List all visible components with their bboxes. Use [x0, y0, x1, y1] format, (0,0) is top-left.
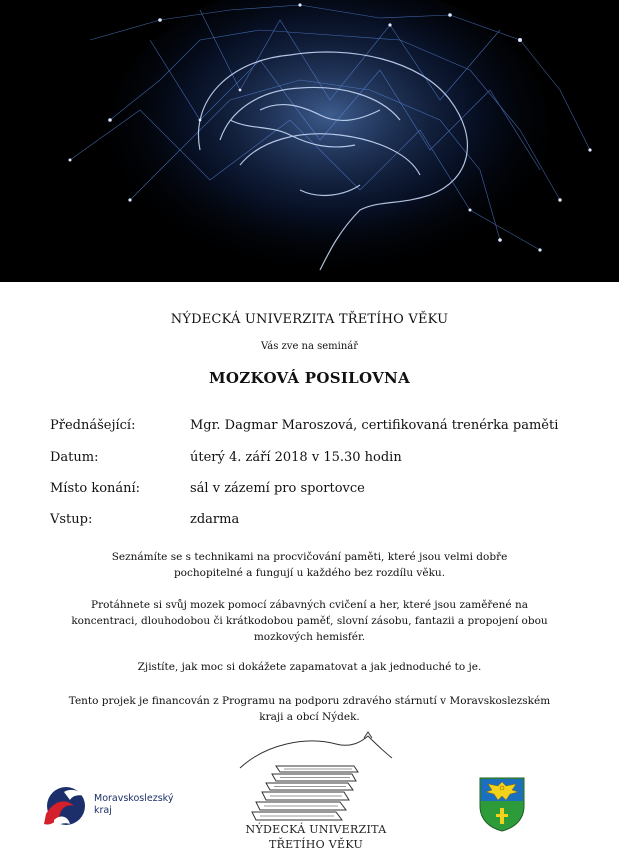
- detail-value: zdarma: [190, 512, 240, 527]
- detail-value: Mgr. Dagmar Maroszová, certifikovaná trenérka paměti: [190, 418, 559, 433]
- region-name-line: Moravskoslezský: [94, 793, 174, 804]
- coat-of-arms-eagle-icon: [478, 776, 526, 832]
- moravskoslezsky-kraj-logo: [40, 780, 200, 840]
- brain-network-icon: [0, 0, 619, 282]
- paragraph-line: Zjistíte, jak moc si dokážete zapamatovat a jak jednoduché to je.: [137, 661, 482, 673]
- seminar-title: MOZKOVÁ POSILOVNA: [208, 369, 411, 387]
- paragraph-line: Seznámíte se s technikami na procvičování paměti, které jsou velmi dobře: [111, 551, 508, 563]
- paragraph-line: koncentraci, dlouhodobou či krátkodobou paměť, slovní zásobu, fantazii a propojení obou: [71, 615, 548, 627]
- hero-brain-image: [0, 0, 619, 282]
- books-mountain-icon: [236, 728, 396, 822]
- detail-value: úterý 4. září 2018 v 15.30 hodin: [190, 450, 402, 465]
- paragraph-line: Tento projek je financován z Programu na podporu zdravého stárnutí v Moravskoslezském: [68, 695, 551, 707]
- university-name-line: NÝDECKÁ UNIVERZITA: [245, 823, 387, 836]
- detail-label: Přednášející:: [50, 418, 136, 433]
- paragraph-techniques: [50, 549, 569, 581]
- detail-label: Datum:: [50, 450, 99, 465]
- region-name-line: kraj: [94, 805, 112, 816]
- paragraph-line: kraji a obcí Nýdek.: [259, 711, 360, 723]
- detail-value: sál v zázemí pro sportovce: [190, 481, 365, 496]
- detail-label: Vstup:: [50, 512, 93, 527]
- university-name: [236, 822, 396, 852]
- region-name: [94, 793, 173, 817]
- paragraph-memory: [50, 659, 569, 675]
- paragraph-line: mozkových hemisfér.: [253, 631, 366, 643]
- invitation-text: Vás zve na seminář: [260, 341, 359, 352]
- detail-label: Místo konání:: [50, 481, 141, 496]
- paragraph-line: Protáhnete si svůj mozek pomocí zábavných cvičení a her, které jsou zaměřené na: [91, 599, 528, 611]
- university-logo: [236, 728, 396, 867]
- university-name-line: TŘETÍHO VĚKU: [268, 838, 364, 851]
- region-emblem-icon: [40, 780, 94, 836]
- paragraph-funding: [50, 693, 569, 725]
- paragraph-exercises: [50, 597, 569, 645]
- organization-title: NÝDECKÁ UNIVERZITA TŘETÍHO VĚKU: [170, 312, 449, 327]
- paragraph-line: pochopitelné a fungují u každého bez rozdílu věku.: [173, 567, 446, 579]
